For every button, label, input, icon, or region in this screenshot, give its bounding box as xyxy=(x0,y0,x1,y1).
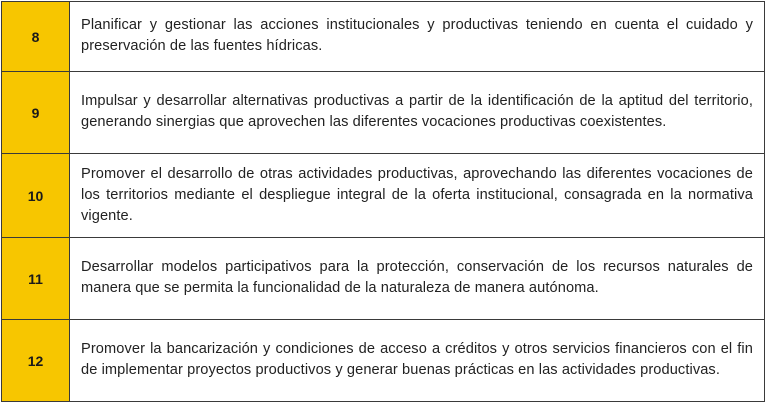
row-number: 8 xyxy=(2,2,70,72)
table-row xyxy=(2,2,765,72)
row-text: Impulsar y desarrollar alternativas productivas a partir de la identificación de la aptitud del territorio, generando sinergias que aprovechen las diferentes vocaciones productivas coexistentes. xyxy=(70,72,765,154)
table-row xyxy=(2,320,765,402)
row-text: Planificar y gestionar las acciones institucionales y productivas teniendo en cuenta el cuidado y preservación de las fuentes hídricas. xyxy=(70,2,765,72)
row-number: 11 xyxy=(2,238,70,320)
row-text: Promover la bancarización y condiciones de acceso a créditos y otros servicios financieros con el fin de implementar proyectos productivos y generar buenas prácticas en las actividades productivas. xyxy=(70,320,765,402)
row-number: 10 xyxy=(2,154,70,238)
table-row xyxy=(2,154,765,238)
row-number: 9 xyxy=(2,72,70,154)
row-number: 12 xyxy=(2,320,70,402)
row-text: Promover el desarrollo de otras actividades productivas, aprovechando las diferentes vocaciones de los territorios mediante el despliegue integral de la oferta institucional, consagrada en la normativa vigente. xyxy=(70,154,765,238)
row-text: Desarrollar modelos participativos para la protección, conservación de los recursos naturales de manera que se permita la funcionalidad de la naturaleza de manera autónoma. xyxy=(70,238,765,320)
table-row xyxy=(2,72,765,154)
guidelines-table xyxy=(1,1,765,402)
table-row xyxy=(2,238,765,320)
